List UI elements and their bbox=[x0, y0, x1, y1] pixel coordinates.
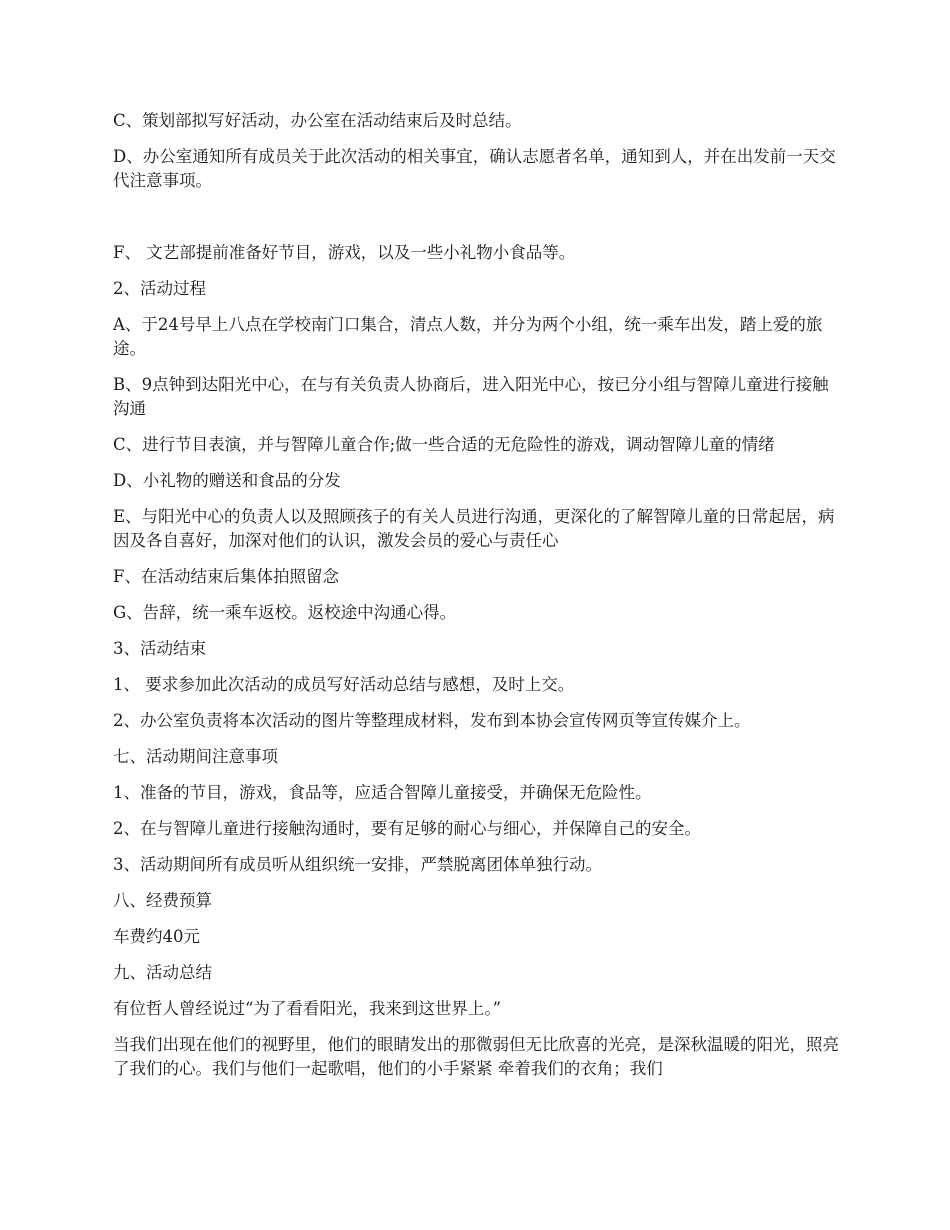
section-heading: 2、活动过程 bbox=[113, 279, 206, 298]
paragraph: D、小礼物的赠送和食品的分发 bbox=[113, 471, 341, 490]
paragraph: F、 文艺部提前准备好节目，游戏，以及一些小礼物小食品等。 bbox=[113, 243, 576, 262]
section-heading: 七、活动期间注意事项 bbox=[113, 747, 278, 766]
section-heading: 3、活动结束 bbox=[113, 639, 206, 658]
paragraph: 1、准备的节目，游戏，食品等，应适合智障儿童接受，并确保无危险性。 bbox=[113, 783, 652, 802]
paragraph: 车费约40元 bbox=[113, 927, 200, 946]
paragraph: C、进行节目表演，并与智障儿童合作;做一些合适的无危险性的游戏，调动智障儿童的情绪 bbox=[113, 435, 775, 454]
paragraph: D、办公室通知所有成员关于此次活动的相关事宜，确认志愿者名单，通知到人，并在出发前一天交代注意事项。 bbox=[113, 147, 836, 190]
paragraph: 有位哲人曾经说过“为了看看阳光，我来到这世界上。” bbox=[113, 999, 502, 1018]
paragraph-gap bbox=[113, 205, 840, 241]
paragraph: B、9点钟到达阳光中心，在与有关负责人协商后，进入阳光中心，按已分小组与智障儿童进行接触沟通 bbox=[113, 375, 829, 418]
paragraph: 2、办公室负责将本次活动的图片等整理成材料，发布到本协会宣传网页等宣传媒介上。 bbox=[113, 711, 751, 730]
paragraph: 当我们出现在他们的视野里，他们的眼睛发出的那微弱但无比欣喜的光亮，是深秋温暖的阳光，照亮了我们的心。我们与他们一起歌唱，他们的小手紧紧 牵着我们的衣角；我们 bbox=[113, 1035, 839, 1078]
section-heading: 八、经费预算 bbox=[113, 891, 212, 910]
paragraph: 3、活动期间所有成员听从组织统一安排，严禁脱离团体单独行动。 bbox=[113, 855, 602, 874]
document-body bbox=[113, 109, 840, 1093]
paragraph: C、策划部拟写好活动，办公室在活动结束后及时总结。 bbox=[113, 111, 522, 130]
section-heading: 九、活动总结 bbox=[113, 963, 212, 982]
paragraph: E、与阳光中心的负责人以及照顾孩子的有关人员进行沟通，更深化的了解智障儿童的日常起居，病因及各自喜好，加深对他们的认识，激发会员的爱心与责任心 bbox=[113, 507, 835, 550]
paragraph: 2、在与智障儿童进行接触沟通时，要有足够的耐心与细心，并保障自己的安全。 bbox=[113, 819, 701, 838]
paragraph: 1、 要求参加此次活动的成员写好活动总结与感想，及时上交。 bbox=[113, 675, 575, 694]
paragraph: F、在活动结束后集体拍照留念 bbox=[113, 567, 339, 586]
paragraph: A、于24号早上八点在学校南门口集合，清点人数，并分为两个小组，统一乘车出发，踏上爱的旅途。 bbox=[113, 315, 823, 358]
paragraph: G、告辞，统一乘车返校。返校途中沟通心得。 bbox=[113, 603, 457, 622]
